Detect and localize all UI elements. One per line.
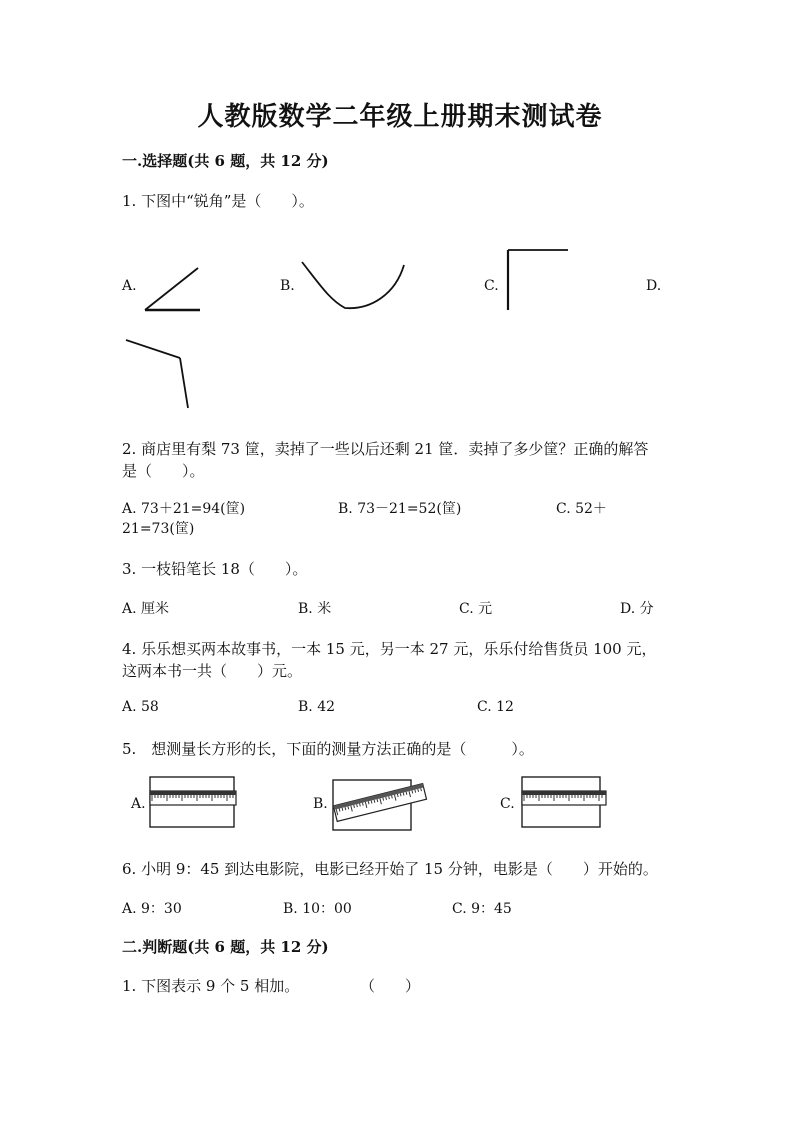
question-5-text: 5. 想测量长方形的长，下面的测量方法正确的是（ ）。 <box>122 740 534 758</box>
judgement-1-text: 1. 下图表示 9 个 5 相加。 <box>122 977 300 995</box>
q2-option-c-continued: 21=73(筐) <box>122 521 195 537</box>
question-1-text: 1. 下图中“锐角”是（ ）。 <box>122 192 314 210</box>
q6-option-c: C. 9：45 <box>452 901 512 917</box>
q4-option-a: A. 58 <box>122 699 159 715</box>
question-2-line-2: 是（ ）。 <box>122 462 205 480</box>
question-3-text: 3. 一枝铅笔长 18（ ）。 <box>122 560 308 578</box>
question-4-line-2: 这两本书一共（ ）元。 <box>122 662 303 680</box>
q5-option-c-label: C. <box>500 796 515 812</box>
q2-option-c: C. 52＋ <box>556 501 607 517</box>
q5-option-b-label: B. <box>313 796 328 812</box>
q3-option-c: C. 元 <box>459 601 493 617</box>
question-4-line-1: 4. 乐乐想买两本故事书，一本 15 元，另一本 27 元，乐乐付给售货员 100 元， <box>122 640 657 658</box>
q5-option-a-label: A. <box>131 796 146 812</box>
q4-option-b: B. 42 <box>298 699 336 715</box>
q6-option-a: A. 9：30 <box>122 901 182 917</box>
q2-option-a: A. 73＋21=94(筐) <box>122 501 246 517</box>
section-heading-choice: 一.选择题(共 6 题，共 12 分) <box>122 152 329 170</box>
ruler-option-a-figure <box>150 777 236 827</box>
q1-option-a-label: A. <box>122 278 137 294</box>
question-2-line-1: 2. 商店里有梨 73 筐，卖掉了一些以后还剩 21 筐．卖掉了多少筐？正确的解答 <box>122 440 649 458</box>
section-heading-judgement: 二.判断题(共 6 题，共 12 分) <box>122 938 329 956</box>
q4-option-c: C. 12 <box>477 699 514 715</box>
q3-option-d: D. 分 <box>620 601 654 617</box>
ruler-option-c-figure <box>522 777 606 827</box>
q1-option-d-label: D. <box>646 278 662 294</box>
q3-option-a: A. 厘米 <box>122 601 170 617</box>
q2-option-b: B. 73－21=52(筐) <box>338 501 462 517</box>
q1-option-c-label: C. <box>484 278 499 294</box>
page-title: 人教版数学二年级上册期末测试卷 <box>197 102 603 132</box>
q1-option-b-label: B. <box>280 278 295 294</box>
q6-option-b: B. 10：00 <box>283 901 352 917</box>
question-6-text: 6. 小明 9：45 到达电影院，电影已经开始了 15 分钟，电影是（ ）开始的。 <box>122 860 658 878</box>
judgement-1-answer-parentheses: （ ） <box>360 977 421 995</box>
ruler-option-b-figure <box>333 780 427 830</box>
q3-option-b: B. 米 <box>298 601 332 617</box>
